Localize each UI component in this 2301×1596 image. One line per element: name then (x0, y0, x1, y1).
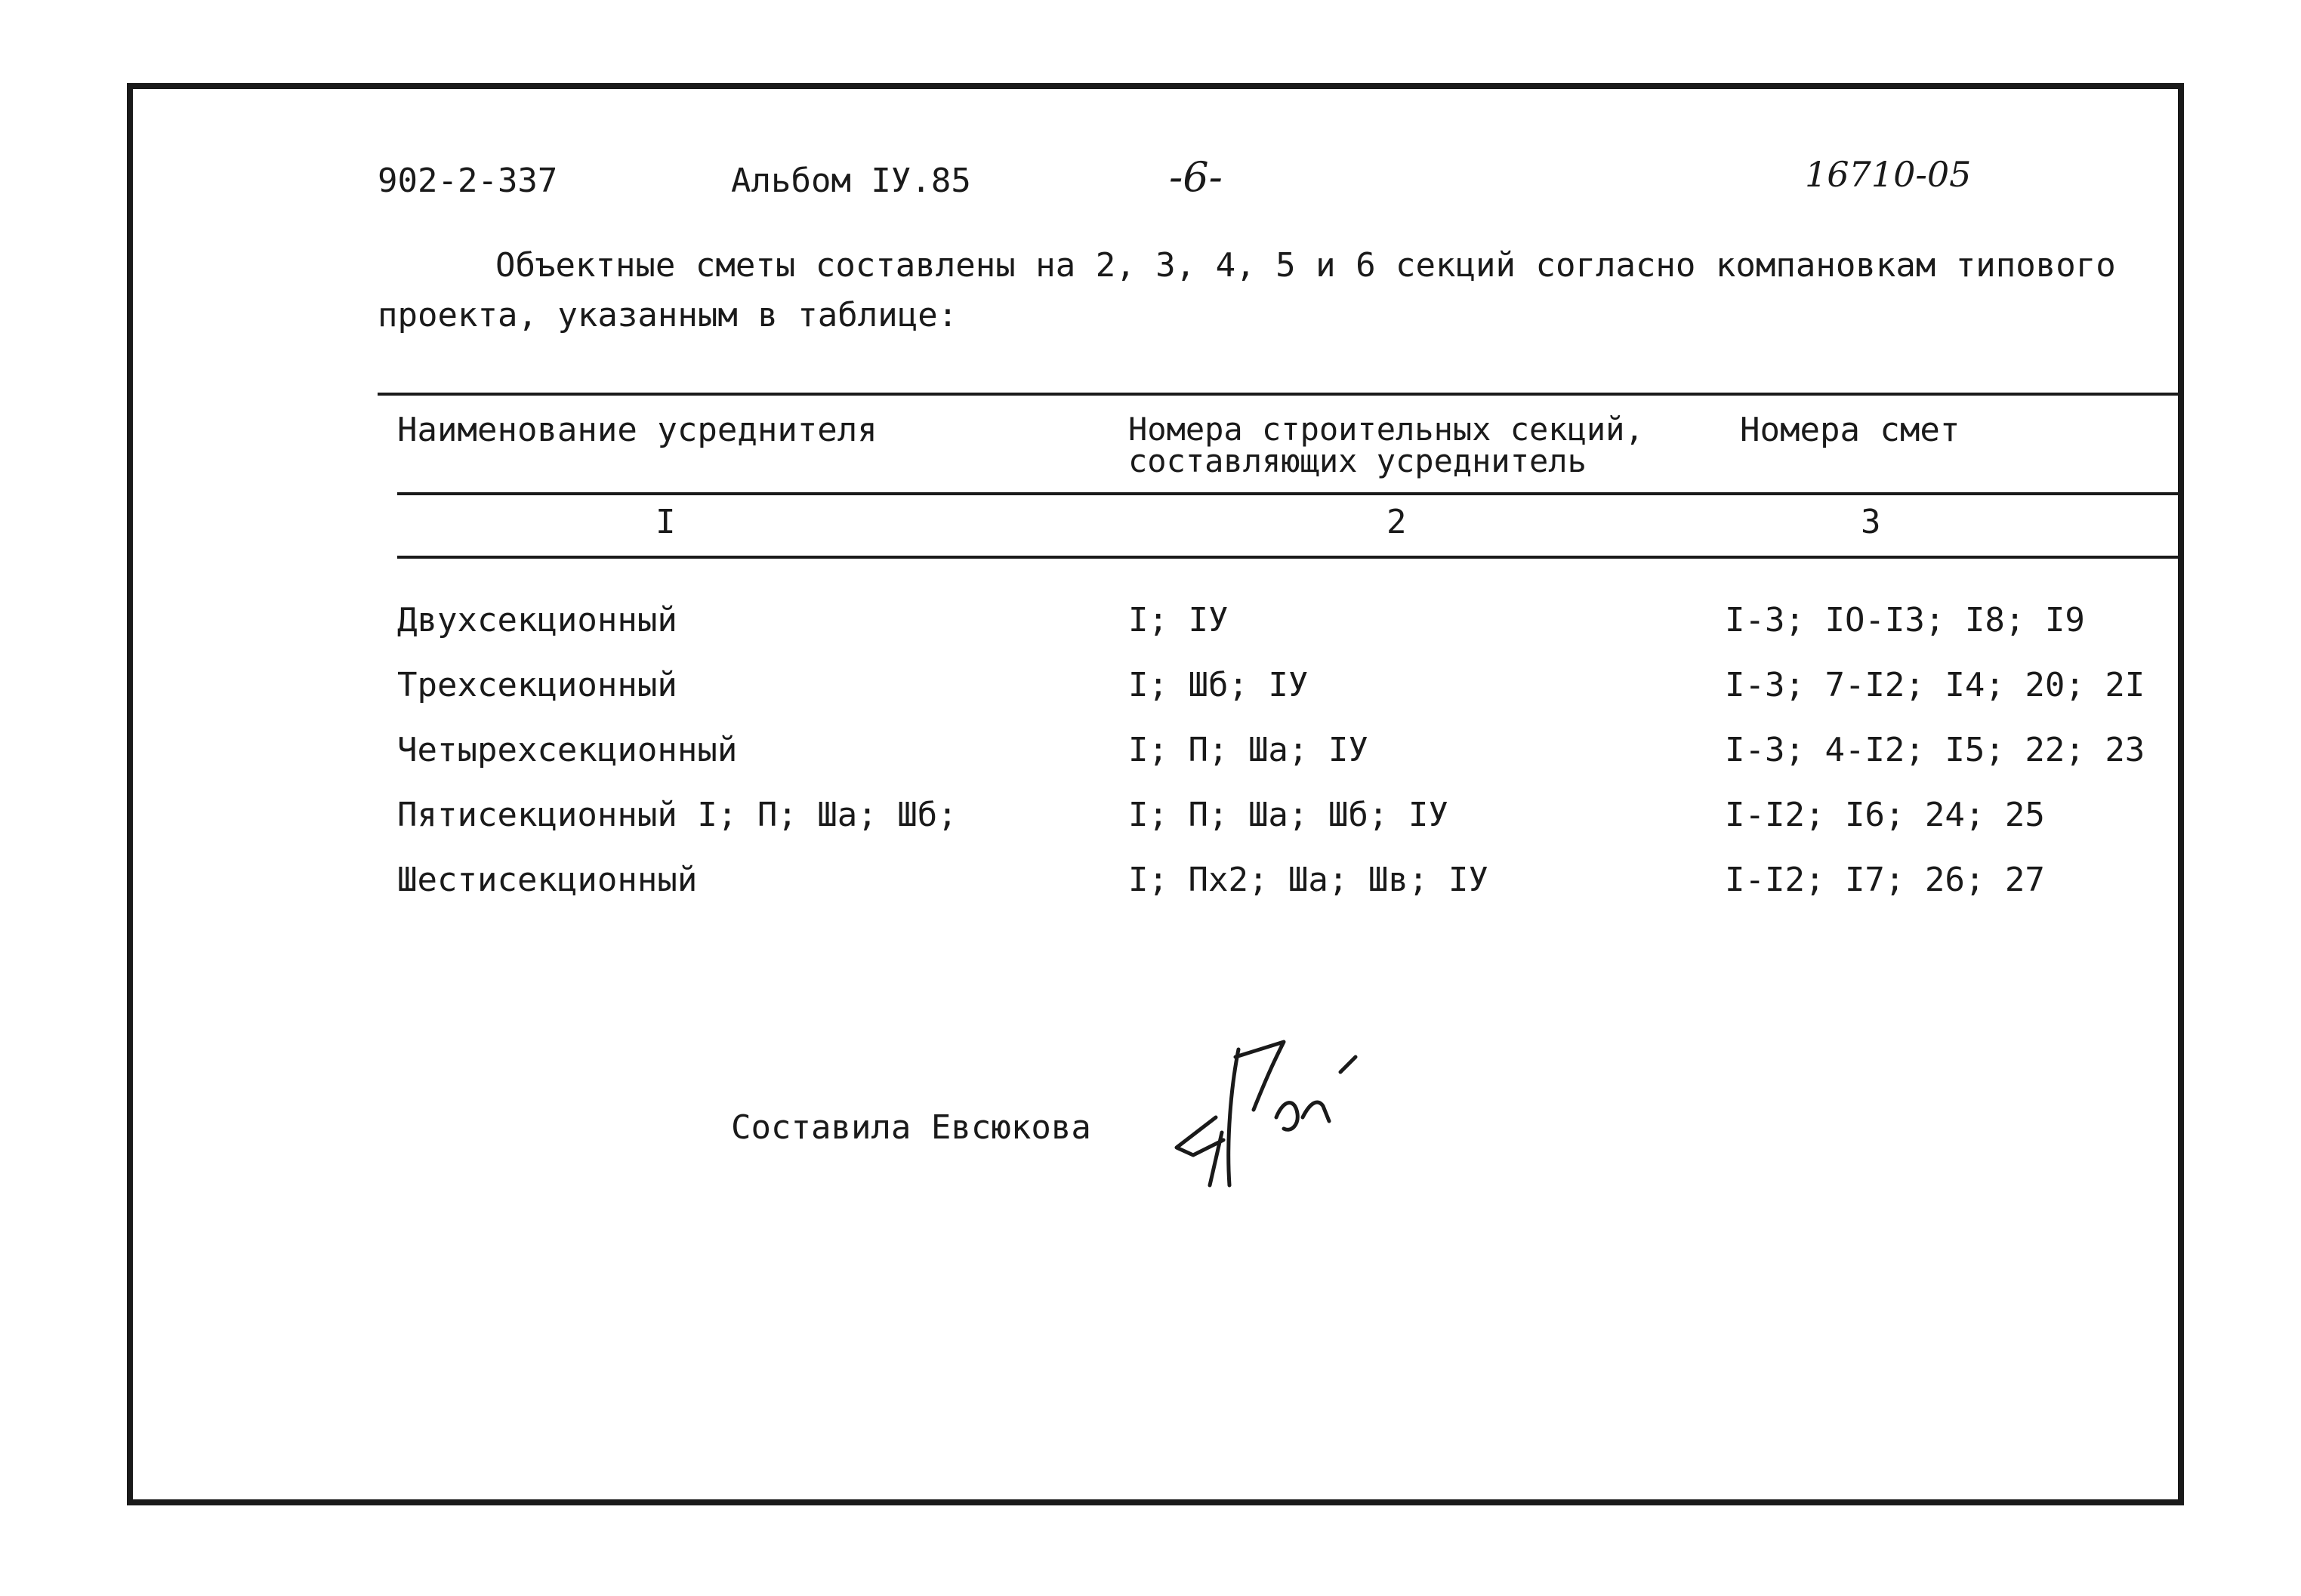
table-header-rule (397, 492, 2182, 495)
column-header-name: Наименование усреднителя (397, 411, 878, 449)
row-sections: I; Шб; IУ (1128, 666, 1309, 704)
compiled-by: Составила Евсюкова (731, 1108, 1091, 1147)
row-estimates: I-3; 4-I2; I5; 22; 23 (1725, 731, 2145, 769)
column-number-1: I (655, 503, 676, 541)
column-number-3: 3 (1861, 503, 1881, 541)
row-estimates: I-I2; I7; 26; 27 (1725, 861, 2045, 899)
row-sections: I; П; Ша; IУ (1128, 731, 1368, 769)
column-number-2: 2 (1386, 503, 1407, 541)
intro-line-1: Объектные сметы составлены на 2, 3, 4, 5 и 6 секций согласно компановкам типового (495, 246, 2116, 285)
column-header-sections-line-1: Номера строительных секций, (1128, 411, 1644, 448)
doc-number: 902-2-337 (378, 162, 558, 200)
row-name: Шестисекционный (397, 861, 698, 899)
row-sections: I; IУ (1128, 601, 1229, 639)
signature-mark (1163, 1027, 1374, 1200)
row-sections: I; Пх2; Ша; Шв; IУ (1128, 861, 1488, 899)
page-number: -6- (1169, 153, 1223, 201)
intro-line-2: проекта, указанным в таблице: (378, 296, 958, 334)
album-label: Альбом IУ.85 (731, 162, 971, 200)
row-estimates: I-I2; I6; 24; 25 (1725, 796, 2045, 834)
row-name: Пятисекционный I; П; Ша; Шб; (397, 796, 958, 834)
row-estimates: I-3; 7-I2; I4; 20; 2I (1725, 666, 2145, 704)
table-top-rule (378, 393, 2182, 396)
row-name: Четырехсекционный (397, 731, 738, 769)
table-numbering-rule (397, 556, 2182, 559)
row-name: Трехсекционный (397, 666, 677, 704)
row-sections: I; П; Ша; Шб; IУ (1128, 796, 1448, 834)
column-header-estimates: Номера смет (1740, 411, 1960, 449)
row-name: Двухсекционный (397, 601, 677, 639)
row-estimates: I-3; IO-I3; I8; I9 (1725, 601, 2085, 639)
document-code: 16710-05 (1805, 154, 1972, 195)
column-header-sections-line-2: составляющих усреднитель (1128, 442, 1587, 479)
